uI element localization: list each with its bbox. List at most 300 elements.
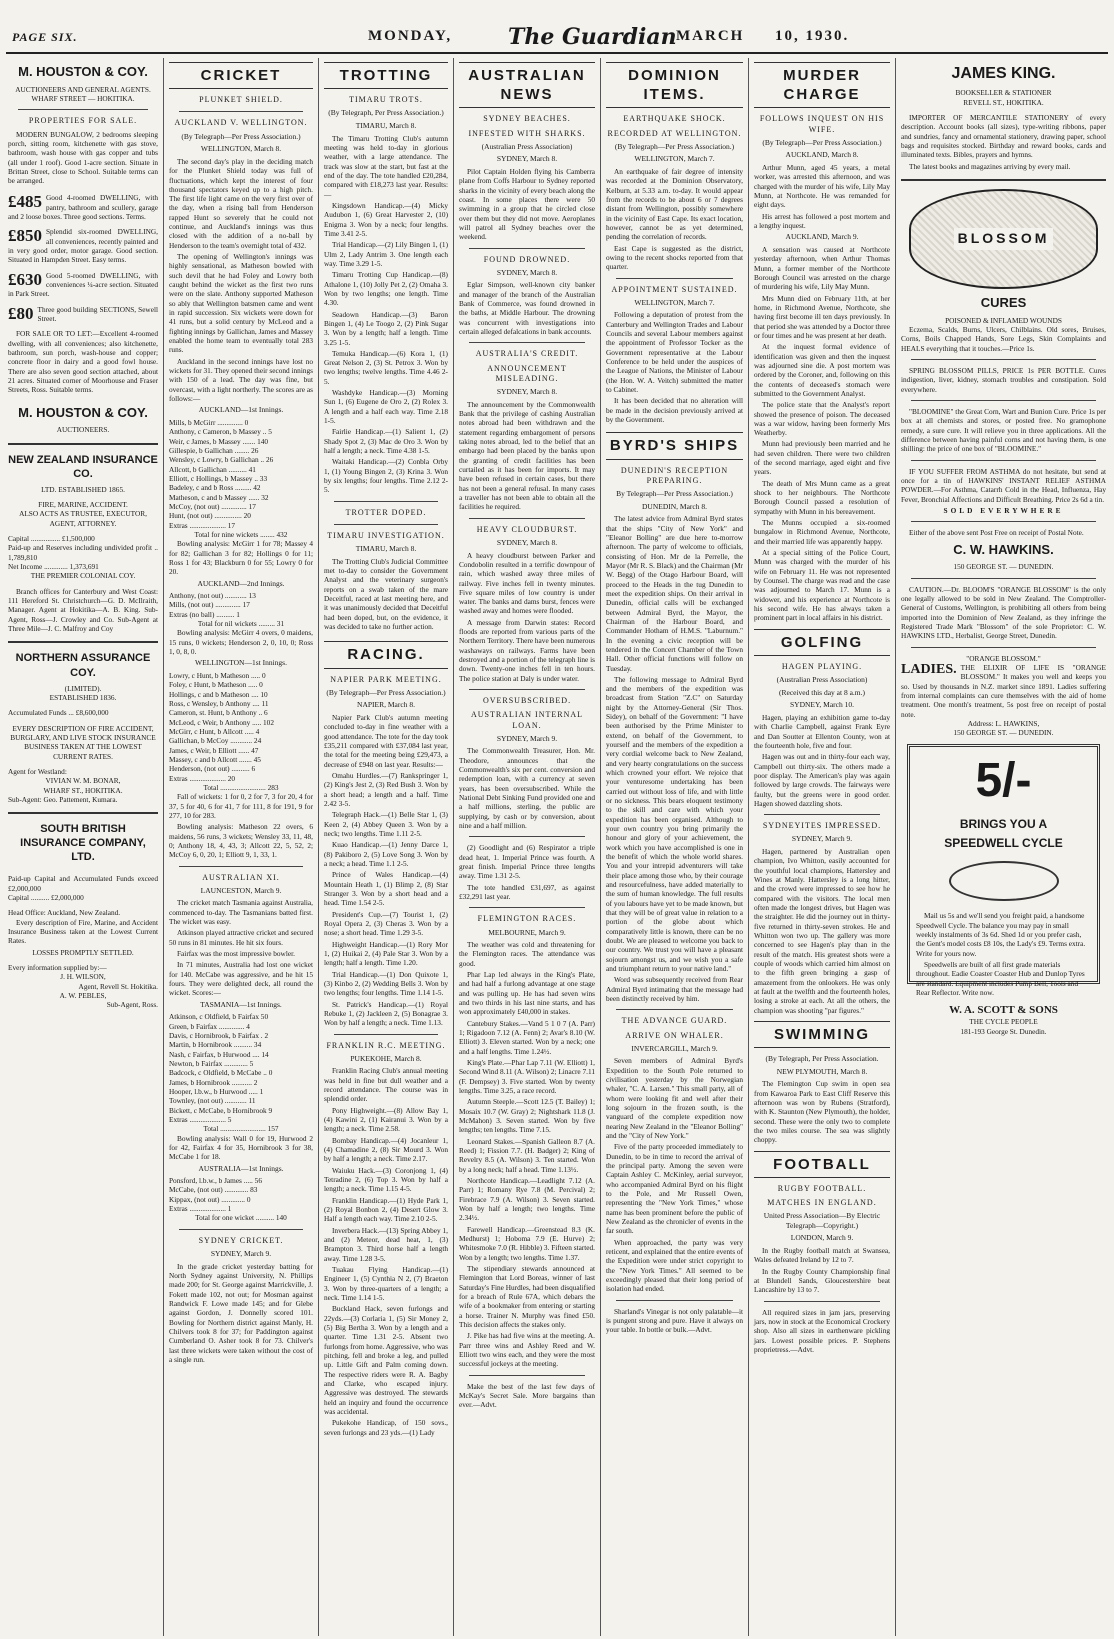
- dateline: WELLINGTON, March 7.: [634, 297, 715, 307]
- bowling-analysis: Bowling analysis: Wall 0 for 19, Hurwood 2 for 42, Fairfax 4 for 35, Hornibrook 3 for 38, McCabe 1 for 18.: [169, 1133, 313, 1162]
- race-result: Buckland Hack, seven furlongs and 22yds.—(3) Corlaria 1, (5) Sir Money 2, (5) Big Bertha 3. Won by a length and a quarter. Time 1.31 2-5. Absent two furlongs from home. Aggressive, who was pitching, fell and broke a leg, and pulled up. Little Gift and Palm coming down. The respective riders were R. A. Bagby and Clarke, who escaped injury. Aggressive was destroyed. The stewards held an inquiry and found the occurrence was accidental.: [324, 1304, 448, 1416]
- byline: (By Telegraph—Per Press Association.): [181, 131, 301, 141]
- race-result: Cantebury Stakes.—Vand 5 1 0 7 (A. Parr) 1; Rigadoon 7.12 (A. Fenn) 2; Avar's 8.10 (W. Elliott) 3. Eleven started. Won by a neck; one and a half lengths. Time 1.24½.: [459, 1018, 595, 1056]
- ad-south-british-info: Every information supplied by:—: [8, 963, 107, 973]
- blossom-logo-text: BLOSSOM: [954, 228, 1054, 250]
- article-heading: RUGBY FOOTBALL.: [777, 1183, 867, 1193]
- article-paragraph: His arrest has followed a post mortem and a lengthy inquest.: [754, 211, 890, 230]
- article-heading: AUSTRALIAN XI.: [202, 872, 280, 882]
- ad-nz-insurance-income: Net Income ............. 1,373,691: [8, 562, 99, 572]
- ad-northern-assurance-agent-name: VIVIAN W. M. BONAR,: [45, 776, 121, 786]
- ad-south-british-subagent: A. W. PEBLES,: [59, 991, 107, 1001]
- article-subheading: INFESTED WITH SHARKS.: [468, 128, 586, 138]
- dateline: NEW PLYMOUTH, March 8.: [776, 1066, 868, 1076]
- race-result: Omahu Hurdles.—(7) Rankspringer 1, (2) King's Jest 2, (3) Red Bush 3. Won by a short head; a length and a half. Time 2.42 3-5.: [324, 771, 448, 808]
- article-subheading: DUNEDIN'S RECEPTION PREPARING.: [620, 465, 729, 485]
- race-result: Tuakau Flying Handicap.—(1) Engineer 1, (5) Cynthia N 2, (7) Braeton 3. Won by three-quarters of a length; a neck. Time 1.14 1-5.: [324, 1264, 448, 1302]
- ad-houston-sub: AUCTIONEERS.: [56, 425, 110, 435]
- property-price: £850: [8, 226, 42, 246]
- article-subheading: AUCKLAND V. WELLINGTON.: [174, 118, 308, 128]
- article-subheading: TIMARU INVESTIGATION.: [327, 530, 445, 540]
- masthead: [0, 0, 1114, 56]
- article-paragraph: The opening of Wellington's innings was highly sensational, as Matheson bowled with such devil that he had Foley and Lowry both caught behind the wicket as the first two runs were on the slate. Anthony supported Matheson so ably that Wellington batsmen came and went in rapid succession. Six wickets were down for 41 runs, but a solid century by McLeod and a fighting innings by Gallichan, James and Massey enabled the home team to eventually total 283 runs.: [169, 252, 313, 355]
- article-heading: SYDNEY CRICKET.: [198, 1235, 284, 1245]
- bowling-analysis: Bowling analysis: McGirr 1 for 78; Massey 4 for 82; Gallichan 3 for 82; Hollings 0 for 11; Ross 1 for 43; Blackburn 0 for 55; Lowry 0 for 20.: [169, 539, 313, 577]
- divider: [18, 109, 148, 110]
- masthead-rule: [6, 52, 1108, 54]
- dateline: SYDNEY, March 9.: [496, 733, 558, 743]
- divider: [469, 1375, 585, 1376]
- article-paragraph: In the Rugby football match at Swansea, Wales defeated Ireland by 12 to 7.: [754, 1246, 890, 1265]
- byline: (By Telegraph—Per Press Association.): [762, 137, 882, 147]
- section-heading-cricket: CRICKET: [169, 62, 313, 89]
- column-australian-news: [455, 60, 599, 1634]
- section-heading-football: FOOTBALL: [754, 1151, 890, 1178]
- article-paragraph: J. Pike has had five wins at the meeting. A. Parr three wins and Ashley Reed and W. Elliott two wins each, and they were the most successful jockeys at the meeting.: [459, 1331, 595, 1369]
- article-heading: SYDNEYITES IMPRESSED.: [762, 821, 882, 831]
- article-heading: HAGEN PLAYING.: [781, 661, 863, 671]
- divider: [469, 689, 585, 690]
- dateline: LAUNCESTON, March 9.: [200, 885, 282, 895]
- article-paragraph: An earthquake of fair degree of intensity was recorded at the Dominion Observatory, Kelburn, at 5.33 a.m. to-day. It would appear from the records to be about 6 or 7 degrees distant from Wellington, possibly somewhere in the vicinity of East Cape. Its exact location, however, cannot be as yet determined, pending the correlation of records.: [606, 167, 743, 242]
- section-heading-byrds-ships: BYRD'S SHIPS: [606, 432, 743, 459]
- race-result: Telegraph Hack.—(1) Belle Star 1, (3) Keen 2, (4) Abbey Queen 3. Won by a neck; two lengths. Time 1.11 2-5.: [324, 810, 448, 838]
- divider: [469, 907, 585, 908]
- race-result: Waitaki Handicap.—(2) Conbla Orby 1, (1) Young Bingen 2, (3) Krina 3. Won by six lengths; four lengths. Time 2.12 2-5.: [324, 457, 448, 495]
- article-heading: EARTHQUAKE SHOCK.: [623, 114, 726, 124]
- article-paragraph: The second day's play in the deciding match for the Plunket Shield today was full of fluctuations, which kept the interest of four thousand spectators keyed up to a high pitch. The first life light came on the very first over of the day, when a rising ball from Henderson rapped Hunt so severely that he could not continue, and Auckland's innings was thus closed with the addition of a no-ball by Henderson to the team's overnight total of 432.: [169, 156, 313, 250]
- article-paragraph: East Cape is suggested as the district, owing to the recent shocks reported from that quarter.: [606, 243, 743, 272]
- ad-asthma: IF YOU SUFFER FROM ASTHMA do not hesitate, but send at once for a tin of HAWKINS' INSTANT RELIEF ASTHMA POWDER.—For Asthma, Catarrh Cold in the Head, Influenza, Hay Fever, Bronchial Affections and Difficult Breathing. Price 2s 6d a tin.: [901, 466, 1106, 504]
- ad-scott-sub: THE CYCLE PEOPLE: [969, 1017, 1038, 1027]
- article-heading: FLEMINGTON RACES.: [477, 914, 577, 924]
- ad-caution: CAUTION.—Dr. BLOOM'S "ORANGE BLOSSOM" is the only one legally allowed to be sold in New Zealand. The Comptroller-General of Customs, Wellington, is prohibiting all others from being imported into the Dominion of New Zealand, as they infringe the Registered Trade Mark "Blossom" of the sole Proprietor: C. W. HAWKINS LTD., Herbalist, George Street, Dunedin.: [901, 584, 1106, 641]
- article-heading: APPOINTMENT SUSTAINED.: [611, 284, 738, 294]
- article-paragraph: At a special sitting of the Police Court, Munn was charged with the murder of his wife on February 11. He was not represented by Counsel. The charge was read and the case was adjourned to March 17. Munn is a widower, and his experience at Northcote is his second wife. He has always taken a prominent part in local affairs in his district.: [754, 548, 890, 623]
- article-paragraph: The tote handled £31,697, as against £32,291 last year.: [459, 882, 595, 901]
- divider: [911, 460, 1096, 461]
- article-heading: THE ADVANCE GUARD.: [621, 1016, 728, 1026]
- bowling-analysis: Bowling analysis: Matheson 22 overs, 6 maidens, 56 runs, 3 wickets; Wensley 33, 11, 48, 0; Anthony 18, 4, 43, 3; Allcott 22, 5, 52, 2; McCoy 6, 0, 20, 1; Elliott 9, 1, 33, 1.: [169, 822, 313, 860]
- article-paragraph: Eglar Simpson, well-known city banker and manager of the branch of the Australian Bank of Commerce, was found drowned in the baths, at Middle Harbour. The drowning was concurrent with investigations into certain alleged defalcations in bank accounts.: [459, 280, 595, 337]
- scorecard-heading: TASMANIA—1st Innings.: [200, 999, 282, 1009]
- article-paragraph: The announcement by the Commonwealth Bank that the privilege of cashing Australian notes abroad had been withdrawn and the statement regarding embargoment of persons taking notes abroad, led to the belief that an embargo had been placed by the banks upon the granting of credit facilities has been curtailed as it has been for imports. It may have been refused in certain cases, but there has not been a general refusal. In many cases a traveller has not been able to obtain all the facilities he required.: [459, 399, 595, 512]
- section-heading-golfing: GOLFING: [754, 629, 890, 656]
- race-result: St. Patrick's Handicap.—(1) Royal Rebuke 1, (2) Jackleen 2, (5) Bonagrae 3. Won by half a length; a neck. Time 1.13.: [324, 999, 448, 1028]
- ad-nz-insurance-acts: ALSO ACTS AS TRUSTEE, EXECUTOR, AGENT, ATTORNEY.: [19, 509, 147, 528]
- ad-hawkins-name: C. W. HAWKINS.: [953, 541, 1054, 557]
- scorecard-total: Total for one wicket .......... 140: [195, 1213, 287, 1223]
- column-murder-sports: [750, 60, 894, 1634]
- dateline: NAPIER, March 8.: [357, 700, 415, 710]
- article-paragraph: At the inquest formal evidence of identification was given and then the inquest was adjourned sine die. A post mortem was ordered by the Coroner, and, following on this the contents of deceased's stomach were submitted to the Government Analyst.: [754, 342, 890, 398]
- property-price: £485: [8, 192, 42, 212]
- ad-south-british-agent: J. H. WILSON,: [60, 972, 106, 982]
- ad-south-british-agent-role: Agent, Revell St. Hokitika.: [78, 981, 158, 991]
- article-heading: AUSTRALIA'S CREDIT.: [475, 349, 579, 359]
- dateline: SYDNEY, March 9.: [210, 1249, 272, 1259]
- byline: United Press Association—By Electric Telegraph—Copyright.): [763, 1211, 881, 1230]
- race-result: Trial Handicap.—(1) Don Quixote 1, (3) Kinbo 2, (2) Wedding Bells 3. Won by two lengths; four lengths. Time 1.14 1-5.: [324, 969, 448, 998]
- article-paragraph: In the grade cricket yesterday batting for North Sydney against University, N. Phillips made 200; for St. George against Marrickville, J. Fokett made 102, not out; for Mosman against Randwick F. Lowe made 145; and for Glebe against Gordon, J. Donnelly scored 101. Bowling for Northern district against Manly, H. Chilvers took 8 for 37; for Paddington against Cumberland O. Asher took 8 for 73. Chilver's last three wickets were taken without the cost of a single run.: [169, 1261, 313, 1364]
- column-cricket: [165, 60, 317, 1634]
- race-result: Franklin Handicap.—(1) Hyde Park 1, (2) Royal Bonbon 2, (4) Desert Glow 3. Half a length each way. Time 2.10 2-5.: [324, 1195, 448, 1224]
- ad-nz-insurance-slogan: THE PREMIER COLONIAL COY.: [30, 571, 136, 581]
- article-paragraph: The weather was cold and threatening for the Flemington races. The attendance was good.: [459, 940, 595, 968]
- article-subheading: MATCHES IN ENGLAND.: [767, 1198, 877, 1208]
- article-paragraph: Hagen, playing an exhibition game to-day with Charlie Campbell, against Frank Eyre and Dan Soutter at Ellenton County, won at the fourteenth hole, five and four.: [754, 712, 890, 750]
- article-paragraph: Auckland in the second innings have lost no wickets for 31. They opened their second innings with 150 of a lead. The day was fine, but overcast, with a light northerly. The scores are as follows:—: [169, 356, 313, 404]
- race-result: Kingsdown Handicap.—(4) Micky Audubon 1, (6) Great Harvester 2, (10) Enigma 3. Won by a neck; four lengths. Time 3.41 2-5.: [324, 200, 448, 238]
- dateline: SYDNEY, March 8.: [496, 154, 558, 164]
- divider: [469, 342, 585, 343]
- article-paragraph: The cricket match Tasmania against Australia, commenced to-day. The Tasmanians batted first. The wicket was easy.: [169, 898, 313, 927]
- race-result: Prince of Wales Handicap.—(4) Mountain Heath 1, (1) Blimp 2, (8) Star Stranger 3. Won by a short head and a head. Time 1.54 2-5.: [324, 870, 448, 908]
- dateline: WELLINGTON, March 8.: [200, 144, 282, 154]
- property-listing: Good 4-roomed DWELLING, with pantry, bathroom and scullery, garage and 2 loose boxes. Three good sections. Terms.: [8, 193, 158, 222]
- dateline: TIMARU, March 8.: [355, 544, 417, 554]
- race-result: Timaru Trotting Cup Handicap.—(8) Athalone 1, (10) Jolly Pet 2, (2) Omaha 3. Won by two lengths; one length. Time 4.30.: [324, 270, 448, 308]
- article-paragraph: The Commonwealth Treasurer, Hon. Mr. Theodore, announces that the Commonwealth's six per cent. conversion and redemption loan, with a currency at seven years, has been oversubscribed. While the National Debt Sinking Fund provided one and a half millions, sterling, the public are supplying, by cash or by conversion, about nine and a half million.: [459, 746, 595, 831]
- race-result: Waiuku Hack.—(3) Coronjong 1, (4) Tetradine 2, (6) Top 3. Won by half a length; a neck. Time 1.15 4-5.: [324, 1165, 448, 1194]
- article-paragraph: Word was subsequently received from Rear Admiral Byrd intimating that the message had been distinctly received by him.: [606, 975, 743, 1003]
- divider: [911, 400, 1096, 401]
- article-paragraph: In 71 minutes, Australia had lost one wicket for 140. McCabe was aggressive, and he hit 15 fours. They were delighted deck, all round the wicket. Scores:—: [169, 960, 313, 998]
- divider: [334, 524, 438, 525]
- article-paragraph: Hagen, partnered by Australian open champion, Ivo Whitton, easily accounted for the youthful local champions, Hattersley and Wines at Manly. Hattersley is a long hitter, and the crowd were impressed to see how he compared with the visitors. The local men often made the longest drives, but Hagen was the straighter. He did the journey out in thirty-five returned in thirty-seven strokes. He and Whitton won two up. The gallery was more concerned to see Hagen's play than in the result of the match. His greatest shots were a couple of woods which carried him almost on to the fifth green bringing a gasp of amazement from the onlookers. He was only at fault at the twelfth and the fourteenth holes, losing a stroke at each. At all the others, the champion was shooting "par figures.": [754, 847, 890, 1015]
- ad-northern-assurance-desc: EVERY DESCRIPTION OF FIRE ACCIDENT, BURGLARY, AND LIVE STOCK INSURANCE BUSINESS TAKEN AT THE LOWEST CURRENT RATES.: [10, 723, 156, 761]
- section-heading-trotting: TROTTING: [324, 62, 448, 89]
- dateline: INVERCARGILL, March 9.: [631, 1043, 718, 1053]
- article-subheading: ANNOUNCEMENT MISLEADING.: [487, 363, 567, 383]
- column-advertisements-right: [897, 60, 1110, 1634]
- dateline: DUNEDIN, March 8.: [642, 501, 707, 511]
- byline: (By Telegraph, Per Press Association.): [328, 108, 444, 118]
- property-price: £80: [8, 303, 34, 323]
- ad-cycle-line1: BRINGS YOU A: [959, 816, 1048, 831]
- race-result: Farewell Handicap.—Greenstead 8.3 (K. Medhurst) 1; Hoboma 7.9 (E. Hurve) 2; Whitesmoke 7.0 (R. Hibble) 3. Fifteen started. Won by a length; two lengths. Time 1.37.: [459, 1224, 595, 1262]
- ad-scott-name: W. A. SCOTT & SONS: [949, 1004, 1058, 1017]
- dateline: LONDON, March 9.: [790, 1233, 854, 1243]
- ad-cycle-line2: SPEEDWELL CYCLE: [944, 835, 1063, 850]
- article-paragraph: The following message to Admiral Byrd and the members of the expedition was broadcast from Station "Z.C" on Saturday night by the Attorney-General (Sir Thos. Sidey), on behalf of the Government: "I have been authorised by the Prime Minister to extend, on behalf of the Government, to yourself and the members of the expedition a very cordial welcome back to New Zealand, and very hearty congratulations on the success which crowned your effort. We rejoice that your venturesome undertaking has been carried out without loss of life, and with little or no sickness. This bears eloquent testimony to the skill and care with which your expedition has been organised. Although to your own country you bring primarily the honour and glory of your achievement, the work which you have accomplished is one in the benefit of which the whole world shares. You and your intrepid adventurers will take their place among those who, by their courage and resourcefulness, have added materially to the sum of human knowledge. The full results of you labours have yet to be made known, but that they will be of great value in relation to a portion of the globe about which comparatively little is known, there can be no doubt. We are pleased to welcome you back to our country. We trust you will have a pleasant sojourn amongst us, and we wish you a safe and triumphant return to your native land.": [606, 674, 743, 973]
- race-result: Kuao Handicap.—(1) Jenny Darce 1, (8) Pakiboro 2, (5) Love Song 3. Won by a neck; a head. Time 1.1 2-5.: [324, 840, 448, 868]
- ad-nz-insurance-branch: Branch offices for Canterbury and West Coast: 111 Hereford St. Christchurch—G. D. McIlraith, Manager. Agent at Hokitika—A. B. King. Sub-Agent, Ross—J. Crowley and Co. Sub-Agent at Three Mile—J. C. Malfroy and Coy: [8, 586, 158, 634]
- page-number: PAGE SIX.: [12, 30, 78, 44]
- scorecard-total: Total ......................... 157: [203, 1124, 279, 1134]
- article-subheading: AUSTRALIAN INTERNAL LOAN.: [470, 710, 584, 730]
- dateline: SYDNEY, March 8.: [496, 267, 558, 277]
- dateline: TIMARU, March 8.: [355, 121, 417, 131]
- property-listing: Splendid six-roomed DWELLING, all conveniences, recently painted and in very good order, motor garage. Good section. Situated in Hampden Street. Easy terms.: [8, 227, 158, 265]
- column-divider: [895, 58, 896, 1636]
- scorecard: Lowry, c Hunt, b Matheson ..... 0 Foley, c Hunt, b Matheson ..... 0 Hollings, c and b Matheson .... 10 Ross, c Wensley, b Anthony .... 11 Cameron, st. Hunt, b Anthony .. 6 McLeod, c Weir, b Anthony ..... 102 McGirr, c Hunt, b Allcott ..... 4 Gallichan, b McCoy ............ 24 James, c Weir, b Elliott ...... 47 Massey, c and b Allcott ....... 45 Henderson, (not out) .......... 6 Extras .................... 20: [169, 671, 274, 783]
- scorecard-total: Total for nine wickets ........ 432: [194, 529, 288, 539]
- newspaper-title: The Guardian: [508, 24, 677, 50]
- scorecard: Atkinson, c Oldfield, b Fairfax 50 Green, b Fairfax .............. 4 Davis, c Hornibrook, b Fairfax . 2 Martin, b Hornibrook .......... 34 Nash, c Fairfax, b Hurwood .... 14 Newton, b Fairfax ............. 5 Badcock, c Oldfield, b McCabe .. 0 James, b Hornibrook ........... 2 Hooper, l.b.w., b Hurwood ..... 1 Townley, (not out) ............ 11 Bickett, c McCabe, b Hornibrook 9 Extras .................... 5: [169, 1012, 273, 1124]
- column-dominion-items: [602, 60, 747, 1634]
- property-price: £630: [8, 269, 42, 289]
- column-divider: [748, 58, 749, 1636]
- race-result: Washdyke Handicap.—(3) Morning Sun 1, (6) Eugene de Oro 2, (2) Rolex 3. A length and a half each way. Time 2.18 1-5.: [324, 388, 448, 426]
- scorecard: Mills, b McGirr .............. 0 Anthony, c Cameron, b Massey .. 5 Weir, c James, b Massey ....... 140 Gillespie, b Gallichan ........ 26 Wensley, c Lowry, b Gallichan .. 26 Allcott, b Gallichan .......... 41 Elliott, c Hollings, b Massey .. 33 Badeley, c and b Ross ......... 42 Matheson, c and b Massey ...... 32 McCoy, (not out) .............. 17 Hunt, (not out) ............... 20 Extras .................... 17: [169, 417, 274, 530]
- race-result: Seadown Handicap.—(3) Baron Bingen 1, (4) Le Toogo 2, (2) Pink Sugar 3. Won by a length; half a length. Time 3.25 1-5.: [324, 309, 448, 347]
- divider: [334, 1034, 438, 1035]
- race-result: (2) Goodlight and (6) Respirator a triple dead heat, 1. Imperial Prince was fourth. A great finish. Imperial Prince three lengths away. Time 1.31 2-5.: [459, 843, 595, 881]
- ad-south-british-capital: Paid-up Capital and Accumulated Funds exceed £2,000,000: [8, 874, 158, 893]
- article-heading: OVERSUBSCRIBED.: [482, 696, 572, 706]
- section-heading-swimming: SWIMMING: [754, 1021, 890, 1048]
- ad-cures-heading: CURES: [980, 295, 1027, 311]
- race-result: President's Cup.—(7) Tourist 1, (2) Royal Opera 2, (3) Cheras 3. Won by a nose; a short head. Time 1.29 3-5.: [324, 909, 448, 938]
- article-paragraph: Phar Lap led always in the King's Plate, and had half a furlong advantage at one stage and was pulling up. He has had seven wins and two thirds in his last nine starts, and has won approximately £40,000 in stakes.: [459, 970, 595, 1017]
- byline: By Telegraph—Per Press Association.): [616, 489, 733, 499]
- race-result: Autumn Steeple.—Scott 12.5 (T. Bailey) 1; Mosaix 10.7 (W. Gray) 2; Nightshark 11.8 (J. McMahon) 3. Seven started. Won by five lengths; ten lengths. Time 7.15.: [459, 1097, 595, 1135]
- advertisement-notice: All required sizes in jam jars, preserving jars, now in stock at the Economical Crockery shop. Also all sizes in earthenware pickling jars. Lowest possible prices. P. Stephens proprietress.—Advt.: [754, 1307, 890, 1354]
- section-heading-racing: RACING.: [324, 641, 448, 668]
- fall-of-wickets: Fall of wickets: 1 for 0, 2 for 7, 3 for 20, 4 for 37, 5 for 40, 6 for 41, 7 for 111, 8 for 191, 9 for 277, 10 for 283.: [169, 792, 313, 820]
- bowling-analysis: Bowling analysis: McGirr 4 overs, 0 maidens, 15 runs, 0 wickets; Henderson 2, 0, 10, 0; Ross 1, 0, 8, 0.: [169, 628, 313, 657]
- article-paragraph: A message from Darwin states: Record floods are reported from various parts of the Northern Territory. There have been numerous washaways on railways. Farms have been destroyed and a portion of the telegraph line is down. Twenty-one inches fell in ten hours. The police station at Daly is under water.: [459, 617, 595, 683]
- section-heading-dominion-items: DOMINION ITEMS.: [606, 62, 743, 108]
- ad-south-british-capital2: Capital .......... £2,000,000: [8, 893, 84, 903]
- article-subheading: FOLLOWS INQUEST ON HIS WIFE.: [759, 114, 885, 134]
- byline: (Australian Press Association): [776, 675, 868, 685]
- dateline: SYDNEY, March 8.: [496, 387, 558, 397]
- scorecard: Anthony, (not out) ............ 13 Mills, (not out) .............. 17 Extras (no ball) .......... 1: [169, 591, 256, 619]
- ad-south-british-name: SOUTH BRITISH INSURANCE COMPANY, LTD.: [20, 823, 146, 864]
- ad-ladies-address: Address: L. HAWKINS,: [967, 718, 1040, 728]
- article-heading: NAPIER PARK MEETING.: [330, 674, 442, 684]
- byline: (Australian Press Association): [481, 141, 573, 151]
- article-paragraph: The Timaru Trotting Club's autumn meeting was held to-day in glorious weather, with a large attendance. The track was slow at the start, but fast at the end of the day. The tote handled £20,284, compared with £18,273 last year. Results:—: [324, 133, 448, 199]
- ad-northern-assurance-agent-address: WHARF ST., HOKITIKA.: [43, 785, 123, 795]
- article-paragraph: Franklin Racing Club's annual meeting was held in fine but dull weather and a record attendance. The course was in splendid order.: [324, 1066, 448, 1104]
- bicycle-icon: [949, 861, 1059, 901]
- ad-orange-blossom-heading: "ORANGE BLOSSOM.": [966, 653, 1041, 663]
- article-paragraph: Arthur Munn, aged 45 years, a metal worker, was arrested this afternoon, and was charged with the murder of his wife, Lily May Munn, at Northcote. He was remanded for eight days.: [754, 163, 890, 210]
- article-paragraph: A sensation was caused at Northcote yesterday afternoon, when Arthur Thomas Munn, a former member of the Northcote Borough Council was arrested on the charge of murdering his wife, Lily May Munn.: [754, 244, 890, 292]
- article-paragraph: The police state that the Analyst's report showed the presence of poison. The deceased was a war widow, having been formerly Mrs Weatherby.: [754, 400, 890, 438]
- ad-northern-assurance-ltd: (LIMITED).: [64, 683, 102, 693]
- ad-south-british-subagent-role: Sub-Agent, Ross.: [106, 1000, 158, 1010]
- article-paragraph: Seven members of Admiral Byrd's Expedition to the South Pole returned to civilisation yesterday by the Norwegian whaler, "C. A. Larsen." This small party, all of whom were looking fit and well after their long sojourn in the frozen south, is the vanguard of the complete expedition now nearing New Zealand in the "Eleanor Bolling" and the "City of New York.": [606, 1056, 743, 1140]
- received-note: (Received this day at 8 a.m.): [778, 687, 865, 697]
- divider: [8, 443, 158, 445]
- race-result: Highweight Handicap.—(1) Rory Mor 1, (2) Huikai 2, (4) Pale Star 3. Won by a length; half a length. Time 1.20.: [324, 939, 448, 968]
- section-heading-murder-charge: MURDER CHARGE: [754, 62, 890, 108]
- divider: [334, 501, 438, 502]
- race-result: Pony Highweight.—(8) Allow Bay 1, (4) Kawini 2, (1) Kairanui 3. Won by a length; a neck. Time 2.58.: [324, 1105, 448, 1134]
- divider: [911, 359, 1096, 360]
- race-result: Pukekohe Handicap, of 150 sovs., seven furlongs and 23 yds.—(1) Lady: [324, 1418, 448, 1437]
- ad-sold-everywhere: SOLD EVERYWHERE: [943, 505, 1064, 515]
- ad-nz-insurance-sub: LTD. ESTABLISHED 1865.: [41, 484, 125, 494]
- property-listing: FOR SALE OR TO LET:—Excellent 4-roomed dwelling, with all conveniences; also kitchenette, bathroom, sun porch, wash-house and copper; concrete floor in dairy and a good fowl house. There are also seven good section attached, about 21 acres. Situated corner of Moorhouse and Fraser Streets, Ross. Suitable terms.: [8, 329, 158, 395]
- ad-post-free-note: Either of the above sent Post Free on receipt of Postal Note.: [909, 528, 1084, 538]
- article-paragraph: Hagen was out and in thirty-four each way, Campbell out thirty-six. The others made a poor display. The American's play was again followed by large crowds. The fairways were faulty, but the greens were in good order. Hagen showed dazzling shots.: [754, 752, 890, 808]
- byline: (By Telegraph, Per Press Association.: [765, 1054, 879, 1064]
- column-trotting-racing: [320, 60, 452, 1634]
- masthead-day: MONDAY,: [368, 28, 453, 44]
- article-paragraph: The death of Mrs Munn came as a great shock to her neighbours. The Northcote Borough Council passed a resolution of sympathy with Munn in his bereavement.: [754, 478, 890, 516]
- race-result: King's Plate.—Phar Lap 7.11 (W. Elliott) 1, Second Wind 8.11 (A. Wilson) 2; Linacre 7.11 (F. Dempsey) 3. Five started. Won by twenty lengths. Time 3.25, a race record.: [459, 1058, 595, 1096]
- article-paragraph: Fairfax was the most impressive bowler.: [177, 949, 295, 959]
- article-heading: TROTTER DOPED.: [345, 507, 427, 517]
- ad-northern-assurance-subagent: Sub-Agent: Geo. Pattement, Kumara.: [8, 794, 118, 804]
- ad-pills: SPRING BLOSSOM PILLS, PRICE 1s PER BOTTLE. Cures indigestion, liver, kidney, stomach troubles and constipation. Sold everywhere.: [901, 366, 1106, 394]
- ad-james-king-name: JAMES KING.: [951, 65, 1056, 82]
- article-paragraph: Munn had previously been married and he had seven children. There were two children of the second marriage, aged eight and five years.: [754, 439, 890, 477]
- article-heading: FRANKLIN R.C. MEETING.: [326, 1040, 446, 1050]
- divider: [616, 278, 733, 279]
- ad-speedwell-cycle: [907, 744, 1100, 1036]
- ad-nz-insurance-types: FIRE, MARINE, ACCIDENT.: [38, 500, 128, 510]
- ad-james-king-text: IMPORTER OF MERCANTILE STATIONERY of every description. Account books (all sizes), type-writing ribbons, paper and sundries, fancy and ornamental stationery, drawing paper, school bags and requisites stocked. Birthday and reward books, cards and illuminated texts. Bibles, prayers and hymns.: [901, 113, 1106, 160]
- ad-bloomine: "BLOOMINE" the Great Corn, Wart and Bunion Cure. Price 1s per box at all chemists and stores, or posted free. No gramophone remedy, a sure cure. It will relieve you in three applications. All the difference between having painful corns and not having them, is one shilling: the price of one box of "BLOOMINE.": [901, 407, 1106, 454]
- ad-scott-address: 181-193 George St. Dunedin.: [960, 1026, 1047, 1036]
- article-subheading: ARRIVE ON WHALER.: [625, 1030, 724, 1040]
- article-paragraph: Pilot Captain Holden flying his Camberra plane from Coffs Harbour to Sydney reported sharks in the vicinity of every beach along the coast. In some places there were 50 swimming in a group that he circled close over them but they did not move. Aeroplanes will patrol all Sydney beaches over the weekend.: [459, 167, 595, 242]
- ad-ladies-address-street: 150 GEORGE ST. — DUNEDIN.: [953, 728, 1054, 738]
- dateline: AUCKLAND, March 9.: [785, 232, 859, 242]
- article-paragraph: The Trotting Club's Judicial Committee met to-day to consider the Government Analyst and the veterinary surgeon's reports on a swab taken of the mare Deceitful, raced at last meeting here, and it was unanimously decided that Deceitful had been doped, but, on the evidence, it was decided to take no further action.: [324, 556, 448, 632]
- race-result: Trial Handicap.—(2) Lily Bingen 1, (1) Ulm 2, Lady Antrim 3. One length each way. Time 3.29 1-5.: [324, 240, 448, 268]
- article-paragraph: Atkinson played attractive cricket and secured 50 runs in 81 minutes. He hit six fours.: [169, 928, 313, 947]
- article-heading: HEAVY CLOUDBURST.: [476, 524, 578, 534]
- article-heading: TIMARU TROTS.: [349, 95, 423, 105]
- article-paragraph: The Flemington Cup swim in open sea from Kawaroa Park to East Cliff Reserve this afternoon was won by Rubens (Stratford), with K. Staunton (New Plymouth), the holder, second. These were the only two to complete the two miles course. The sea was slightly choppy.: [754, 1079, 890, 1145]
- divider: [764, 814, 880, 815]
- article-heading: PLUNKET SHIELD.: [199, 95, 283, 105]
- ad-ladies-text: THE ELIXIR OF LIFE IS "ORANGE BLOSSOM." It makes you well and keeps you so. Used by thousands in N.Z. market since 1891. Ladies suffering from internal complaints can cure themselves with the aid of home treatment. One month's treatment, 5s post free on receipt of postal note.: [901, 662, 1106, 719]
- ad-cycle-text2: Speedwells are built of all first grade materials throughout. Eadie Coaster Coaster Hub and Dunlop Tyres are standard. Equipment includes Pump Bell, Tools and Rear Reflector. Write now.: [916, 959, 1085, 997]
- article-paragraph: In the Rugby County Championship final at Blundell Sands, Gloucestershire beat Lancashire by 13 to 7.: [754, 1266, 890, 1295]
- divider: [616, 1009, 733, 1010]
- article-subheading: RECORDED AT WELLINGTON.: [607, 128, 742, 138]
- race-result: Temuka Handicap.—(6) Kora 1, (1) Great Nelson 2, (3) St. Petrox 3. Won by two lengths; twelve lengths. Time 4.46 2-5.: [324, 348, 448, 386]
- scorecard-heading: AUCKLAND—1st Innings.: [198, 405, 284, 415]
- ad-nz-insurance-paid: Paid-up and Reserves including undivided profit .. 1,789,810: [8, 543, 158, 562]
- ad-houston-address: WHARF STREET — HOKITIKA.: [31, 93, 135, 103]
- divider: [8, 812, 158, 814]
- article-paragraph: Five of the party proceeded immediately to Dunedin, to be in time to record the arrival of the principal party. Among the seven were Captain Ashley C. McKinley, aerial surveyor, who accompanied Admiral Byrd on his flight to the Pole, and Mr Russell Owen, representing the "New York Times," whose name has been prominent before the public of New Zealand as the chronicler of events in the far south.: [606, 1142, 743, 1236]
- ad-james-king-sub: BOOKSELLER & STATIONER: [955, 88, 1052, 98]
- column-divider: [453, 58, 454, 1636]
- dateline: WELLINGTON, March 7.: [634, 154, 715, 164]
- ad-houston-sub: AUCTIONEERS AND GENERAL AGENTS.: [15, 84, 151, 94]
- column-divider: [163, 58, 164, 1636]
- scorecard-heading: WELLINGTON—1st Innings.: [195, 658, 287, 668]
- ad-nz-insurance-capital: Capital ................ £1,500,000: [8, 534, 95, 544]
- ad-james-king-address: REVELL ST., HOKITIKA.: [963, 97, 1044, 107]
- article-heading: SYDNEY BEACHES.: [483, 114, 571, 124]
- divider: [8, 641, 158, 643]
- race-result: Northcote Handicap.—Leadlight 7.12 (A. Parr) 1; Romany Rye 7.8 (M. Percival) 2; Firebrace 7.9 (A. Wilson) 3. Seven started. Won by half a length; two lengths. Time 2.34½.: [459, 1176, 595, 1223]
- article-paragraph: The latest advice from Admiral Byrd states that the ships "City of New York" and "Eleanor Bolling" are due here to-morrow afternoon. The party of welcome to officials, consisting of Hon. Mr de la Perrelle, the Mayor (Mr R. S. Black) and the Chairman (Mr W. Begg) of the Otago Harbour Board, will proceed to the Heads in the tug Dunedin to meet the expedition ships. On their arrival in Dunedin, official calls will be exchanged between Admiral Byrd, the Mayor, the Chairman of the Harbour Board, and Commander Hotham of H.M.S. "Laburnum." In the evening a civic reception will be tendered in the Concert Chamber of the Town Hall. Other official functions will follow on Tuesday.: [606, 514, 743, 673]
- divider: [469, 836, 585, 837]
- dateline: SYDNEY, March 8.: [496, 537, 558, 547]
- race-result: Fairlie Handicap.—(1) Salient 1, (2) Shady Spot 2, (3) Mac de Oro 3. Won by half a length; a neck. Time 4.38 1-5.: [324, 427, 448, 456]
- ad-cures-text: Eczema, Scalds, Burns, Ulcers, Chilblains. Old sores, Bruises, Corns, Boils Chapped Hands, Sore Legs, Skin Complaints and HEALS everything that it touches.—Price 1s.: [901, 325, 1106, 353]
- dateline: PUKEKOHE, March 8.: [350, 1053, 422, 1063]
- scorecard-heading: AUSTRALIA—1st Innings.: [198, 1163, 284, 1173]
- dateline: SYDNEY, March 9.: [791, 834, 853, 844]
- property-listing: Three good building SECTIONS, Sewell Street.: [37, 304, 158, 324]
- ad-northern-assurance-agent: Agent for Westland:: [8, 766, 67, 776]
- ad-cures-sub: POISONED & INFLAMED WOUNDS: [945, 315, 1062, 325]
- scorecard-heading: AUCKLAND—2nd Innings.: [197, 578, 285, 588]
- ad-ladies-heading: LADIES.: [901, 661, 957, 677]
- divider: [616, 1300, 733, 1301]
- article-paragraph: It has been decided that no alteration will be made in the decision previously arrived at by the Government.: [606, 396, 743, 425]
- ad-nz-insurance-name: NEW ZEALAND INSURANCE CO.: [8, 453, 158, 480]
- dateline: MELBOURNE, March 9.: [488, 927, 566, 937]
- article-paragraph: A heavy cloudburst between Parker and Condobolin resulted in a terrific downpour of rain, which washed away three miles of railway. Five inches fell in twenty minutes. Five square miles of low country is under water. The banks and dams burst, fences were washed away and homes were flooded.: [459, 550, 595, 616]
- ad-south-british-losses: LOSSES PROMPTLY SETTLED.: [32, 947, 134, 957]
- divider: [911, 578, 1096, 579]
- article-paragraph: The stipendiary stewards announced at Flemington that Lord Boreas, winner of last Saturday's Fine Hurdles, had been disqualified for a breach of Rule 67A, which debars the wife of a bookmaker from entering or starting a horse. Trainer N. Murphy was fined £50. This decision affects the stakes only.: [459, 1263, 595, 1329]
- ad-houston-name: M. HOUSTON & COY.: [18, 64, 148, 79]
- article-paragraph: Napier Park Club's autumn meeting concluded to-day in fine weather with a good attendance. The tote for the day took £35,211 compared with £37,084 last year, the total for the meeting being £29,473, a decrease of £948 on last year. Results:—: [324, 713, 448, 769]
- ad-northern-assurance-funds: Accumulated Funds ... £8,600,000: [8, 708, 109, 718]
- masthead-date: 10, 1930.: [775, 28, 850, 44]
- ad-houston-name: M. HOUSTON & COY.: [18, 404, 148, 420]
- properties-heading: PROPERTIES FOR SALE.: [28, 116, 138, 126]
- column-divider: [318, 58, 319, 1636]
- divider: [901, 179, 1106, 181]
- ad-south-british-office: Head Office: Auckland, New Zealand.: [8, 908, 121, 918]
- divider: [911, 521, 1096, 522]
- advertisement-notice: Sharland's Vinegar is not only palatable—it is pungent strong and pure. Have it always on your table. In bottle or bulk.—Advt.: [606, 1306, 743, 1335]
- byline: (By Telegraph—Per Press Association.): [326, 687, 446, 697]
- scorecard-total: Total ......................... 283: [203, 782, 279, 792]
- article-paragraph: When approached, the party was very reticent, and explained that the entire events of the Expedition were under strict copyright to the "New York Times." All seemed to be exceedingly pleased that their long period of isolation had ended.: [606, 1237, 743, 1294]
- race-result: Leonard Stakes.—Spanish Galleon 8.7 (A. Reed) 1; Fission 7.7. (H. Badger) 2; King of Revelry 8.5 (A. Wilson) 3. Ten started. Won by a long neck; half a head. Time 1.13½.: [459, 1136, 595, 1174]
- masthead-month: MARCH: [676, 28, 745, 44]
- divider: [469, 518, 585, 519]
- property-listing: MODERN BUNGALOW, 2 bedrooms sleeping porch, sitting room, kitchenette with gas stove, bathroom, wash house with gas copper and tubs (all under 1 roof). Good 1-acre section. Situate in Brittan Street, close to School. Suitable terms can be arranged.: [8, 129, 158, 186]
- race-result: Bombay Handicap.—(4) Jocanleur 1, (4) Chamadine 2, (8) Sir Mourd 3. Won by half a length; a neck. Time 2.17.: [324, 1135, 448, 1164]
- article-heading: FOUND DROWNED.: [483, 254, 571, 264]
- article-paragraph: Following a deputation of protest from the Canterbury and Wellington Trades and Labour Councils and several Labour members against the appointment of Professor Tocker as the Government representative at the Labour Conference to be held under the auspices of the League of Nations, the Minister of Labour (the Hon. W. A. Veitch) submitted the matter to Cabinet.: [606, 310, 743, 395]
- column-advertisements-left: [4, 60, 162, 1634]
- divider: [179, 866, 303, 867]
- advertisement-notice: Make the best of the last few days of McKay's Secret Sale. More bargains than ever.—Advt.: [459, 1381, 595, 1410]
- blossom-logo: [909, 189, 1098, 289]
- article-paragraph: Mrs Munn died on February 11th, at her home, in Richmond Avenue, Northcote, she having first become ill ten days previously. In that period she was attended by a Doctor three or four times and he was present at her death.: [754, 293, 890, 340]
- divider: [911, 647, 1096, 648]
- dateline: AUCKLAND, March 8.: [785, 150, 859, 160]
- ad-cycle-price: 5/-: [975, 753, 1032, 807]
- scorecard: Ponsford, l.b.w., b James ..... 56 McCabe, (not out) ............. 83 Kippax, (not out) ............. 0 Extras .................... 1: [169, 1176, 262, 1214]
- article-paragraph: The Munns occupied a six-roomed bungalow in Richmond Avenue, Northcote, and their married life was apparently happy.: [754, 518, 890, 546]
- race-result: Inverbera Hack.—(13) Spring Abbey 1, and (2) Meteor, dead heat, 1, (3) Brampton 3. Third horse half a length away. Time 1.28 3-5.: [324, 1225, 448, 1263]
- ad-cycle-text: Mail us 5s and we'll send you freight paid, a handsome Speedwell Cycle. The balance you may pay in small weekly instalments of 3s 6d. Shed 1d or you prefer cash, the Gent's model costs £8 10s, the Lady's £9. Terms extra. Write for yours now.: [916, 911, 1086, 958]
- property-listing: Good 5-roomed DWELLING, with conveniences ¼-acre section. Situated in Park Street.: [8, 270, 158, 299]
- divider: [469, 248, 585, 249]
- ad-south-british-desc: Every description of Fire, Marine, and Accident Insurance Business taken at the Lowest Current Rates.: [8, 917, 158, 946]
- ad-northern-assurance-name: NORTHERN ASSURANCE COY.: [15, 652, 151, 679]
- ad-northern-assurance-est: ESTABLISHED 1836.: [49, 692, 117, 702]
- column-divider: [600, 58, 601, 1636]
- ad-james-king-latest: The latest books and magazines arriving by every mail.: [909, 161, 1071, 171]
- section-heading-australian-news: AUSTRALIAN NEWS: [459, 62, 595, 108]
- divider: [179, 1229, 303, 1230]
- ad-hawkins-address: 150 GEORGE ST. — DUNEDIN.: [953, 562, 1054, 572]
- dateline: SYDNEY, March 10.: [789, 700, 855, 710]
- byline: (By Telegraph—Per Press Association.): [614, 141, 735, 151]
